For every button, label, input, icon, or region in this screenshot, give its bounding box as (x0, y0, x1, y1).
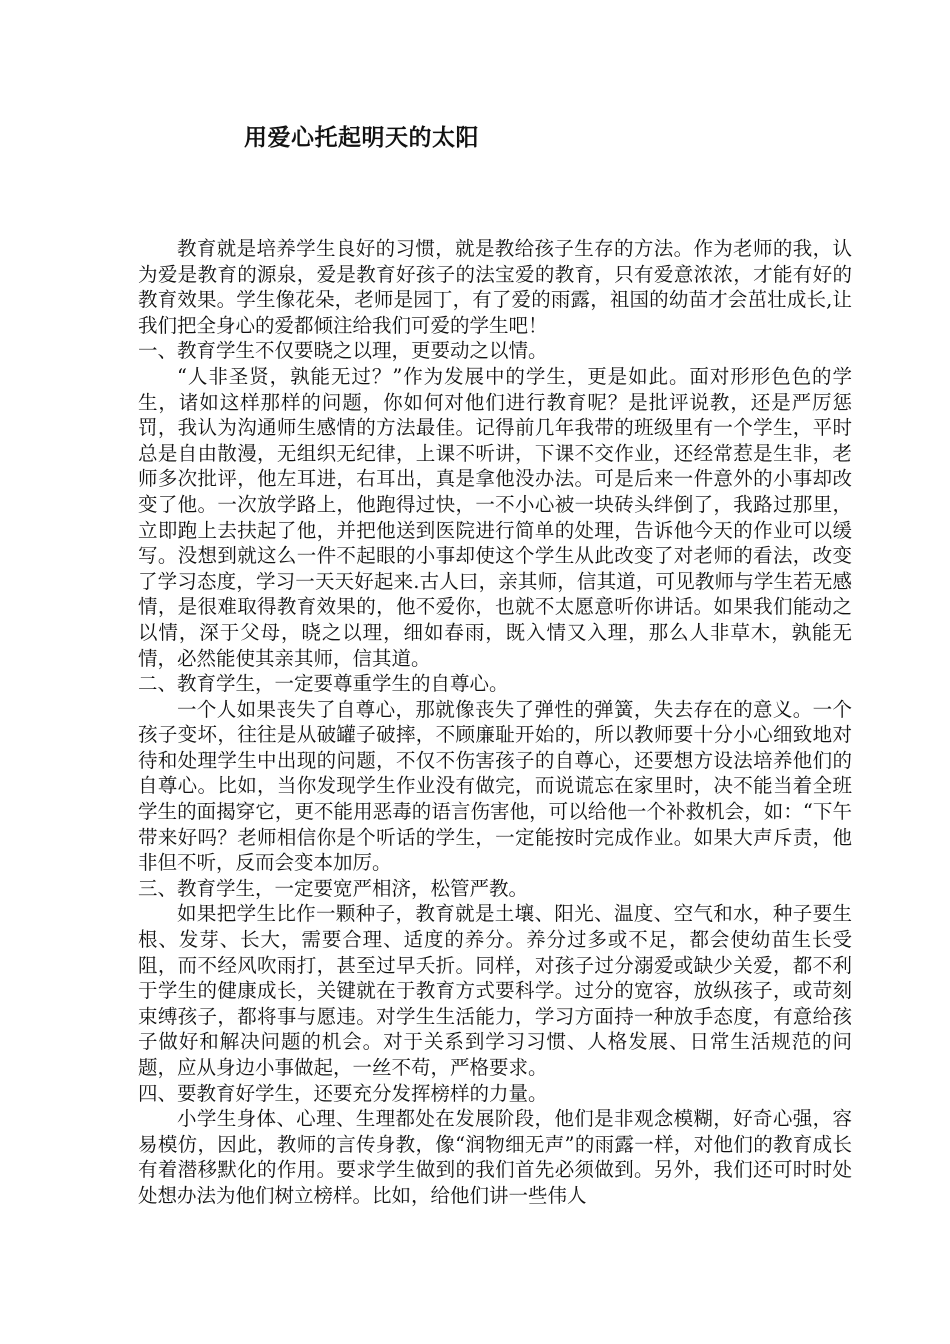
section-paragraph-4: 小学生身体、心理、生理都处在发展阶段，他们是非观念模糊，好奇心强，容易模仿，因此，教师的言传身教，像“润物细无声”的雨露一样，对他们的教育成长有着潜移默化的作用。要求学生做到的我们首先必须做到。另外，我们还可时时处处想办法为他们树立榜样。比如，给他们讲一些伟人 (138, 1107, 852, 1207)
document-title: 用爱心托起明天的太阳 (244, 124, 479, 151)
intro-paragraph: 教育就是培养学生良好的习惯，就是教给孩子生存的方法。作为老师的我，认为爱是教育的源泉，爱是教育好孩子的法宝爱的教育，只有爱意浓浓，才能有好的教育效果。学生像花朵，老师是园丁，有了爱的雨露，祖国的幼苗才会茁壮成长,让我们把全身心的爱都倾注给我们可爱的学生吧！ (138, 237, 852, 337)
section-paragraph-3: 如果把学生比作一颗种子，教育就是土壤、阳光、温度、空气和水，种子要生根、发芽、长大，需要合理、适度的养分。养分过多或不足，都会使幼苗生长受阻，而不经风吹雨打，甚至过早夭折。同样，对孩子过分溺爱或缺少关爱，都不利于学生的健康成长，关键就在于教育方式要科学。过分的宽容，放纵孩子，或苛刻束缚孩子，都将事与愿违。对学生生活能力，学习方面持一种放手态度，有意给孩子做好和解决问题的机会。对于关系到学习习惯、人格发展、日常生活规范的问题，应从身边小事做起，一丝不苟，严格要求。 (138, 902, 852, 1079)
section-heading-1: 一、教育学生不仅要晓之以理，更要动之以情。 (138, 339, 548, 363)
section-heading-2: 二、教育学生，一定要尊重学生的自尊心。 (138, 672, 509, 696)
section-heading-4: 四、要教育好学生，还要充分发挥榜样的力量。 (138, 1081, 548, 1105)
section-paragraph-2: 一个人如果丧失了自尊心，那就像丧失了弹性的弹簧，失去存在的意义。一个孩子变坏，往往是从破罐子破摔，不顾廉耻开始的，所以教师要十分小心细致地对待和处理学生中出现的问题，不仅不伤害孩子的自尊心，还要想方设法培养他们的自尊心。比如，当你发现学生作业没有做完，而说谎忘在家里时，决不能当着全班学生的面揭穿它，更不能用恶毒的语言伤害他，可以给他一个补救机会，如：“下午带来好吗？老师相信你是个听话的学生，一定能按时完成作业。如果大声斥责，他非但不听，反而会变本加厉。 (138, 697, 852, 875)
document-body (138, 236, 852, 1209)
section-heading-3: 三、教育学生，一定要宽严相济，松管严教。 (138, 876, 529, 900)
section-paragraph-1: “人非圣贤，孰能无过？”作为发展中的学生，更是如此。面对形形色色的学生，诸如这样那样的问题，你如何对他们进行教育呢？是批评说教，还是严厉惩罚，我认为沟通师生感情的方法最佳。记得前几年我带的班级里有一个学生，平时总是自由散漫，无组织无纪律，上课不听讲，下课不交作业，还经常惹是生非，老师多次批评，他左耳进，右耳出，真是拿他没办法。可是后来一件意外的小事却改变了他。一次放学路上，他跑得过快，一不小心被一块砖头绊倒了，我路过那里，立即跑上去扶起了他，并把他送到医院进行简单的处理，告诉他今天的作业可以缓写。没想到就这么一件不起眼的小事却使这个学生从此改变了对老师的看法，改变了学习态度，学习一天天好起来.古人曰，亲其师，信其道，可见教师与学生若无感情，是很难取得教育效果的，他不爱你，也就不太愿意听你讲话。如果我们能动之以情，深于父母，晓之以理，细如春雨，既入情又入理，那么人非草木，孰能无情，必然能使其亲其师，信其道。 (138, 364, 852, 670)
